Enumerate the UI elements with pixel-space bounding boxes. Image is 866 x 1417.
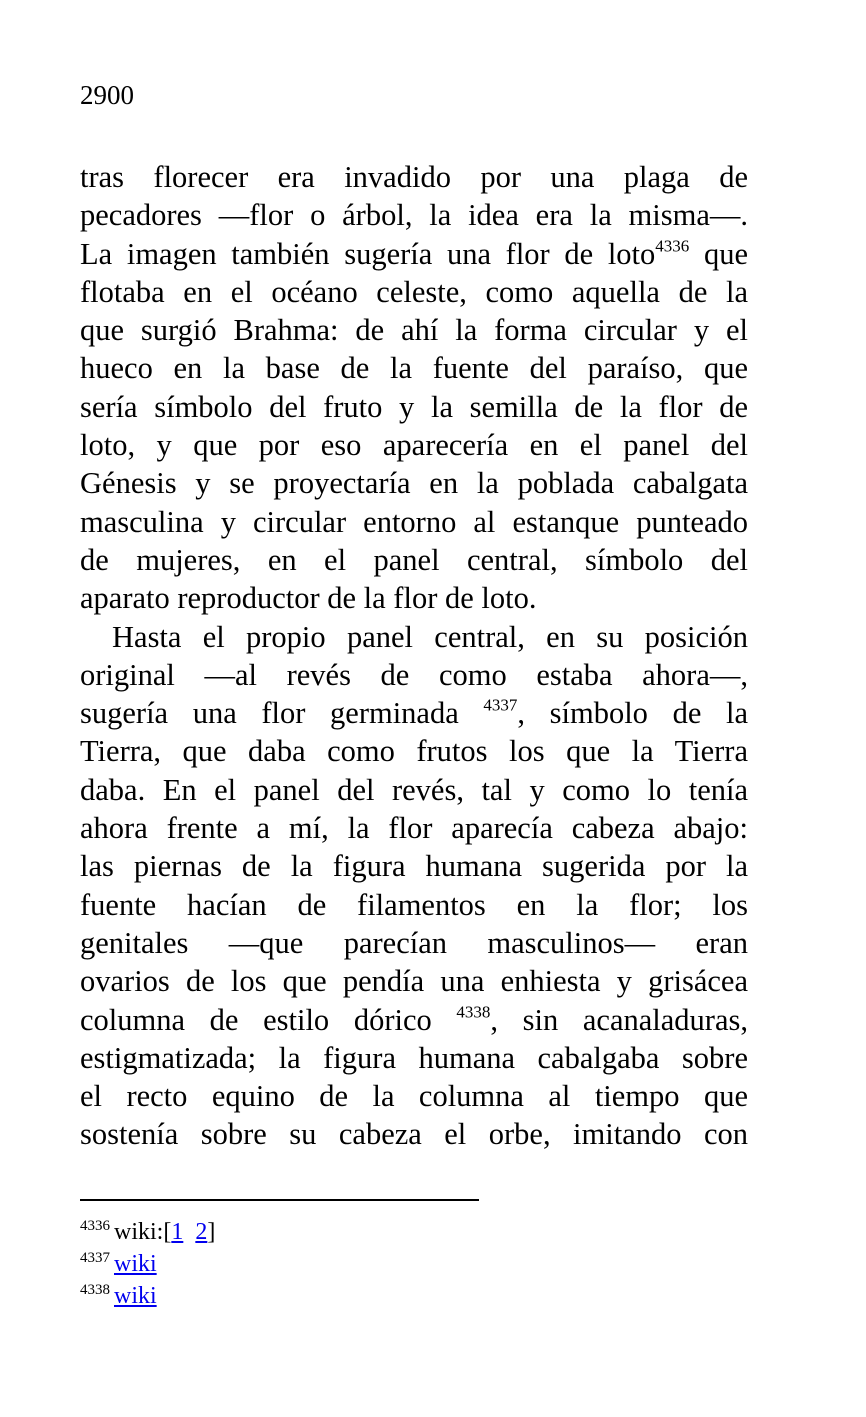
text-line — [80, 732, 748, 770]
text-segment: daba. En el panel del revés, tal y como lo tenía — [80, 772, 748, 807]
text-segment: Tierra, que daba como frutos los que la Tierra — [80, 734, 748, 769]
footnote-number: 4337 — [80, 1250, 110, 1266]
footnote-suffix: ] — [207, 1219, 216, 1245]
text-line — [80, 579, 748, 617]
text-line — [80, 924, 748, 962]
text-line — [80, 618, 748, 656]
text-segment: fuente hacían de filamentos en la flor; los — [80, 887, 748, 922]
footnote-item — [80, 1248, 215, 1280]
footnote-number: 4338 — [80, 1282, 110, 1298]
body-text — [80, 158, 748, 1154]
text-line — [80, 464, 748, 502]
footnote-number: 4336 — [80, 1218, 110, 1234]
text-segment: flotaba en el océano celeste, como aquella de la — [80, 274, 748, 309]
text-segment: La imagen también sugería una flor de loto — [80, 236, 656, 271]
footnote-reference[interactable]: 4337 — [483, 695, 518, 715]
text-segment: loto, y que por eso aparecería en el panel del — [80, 428, 748, 463]
footnote-item — [80, 1216, 215, 1248]
text-segment: Génesis y se proyectaría en la poblada cabalgata — [80, 466, 748, 501]
text-line — [80, 1077, 748, 1115]
text-line — [80, 196, 748, 234]
text-segment: aparato reproductor de la flor de loto. — [80, 581, 537, 616]
text-line — [80, 1001, 748, 1039]
text-line — [80, 1039, 748, 1077]
text-line — [80, 847, 748, 885]
text-line — [80, 388, 748, 426]
footnote-link[interactable]: 2 — [195, 1219, 208, 1245]
text-segment: que — [689, 236, 748, 271]
text-line — [80, 886, 748, 924]
footnote-prefix: wiki:[ — [114, 1219, 172, 1245]
footnote-link[interactable]: 1 — [171, 1219, 184, 1245]
text-line — [80, 1115, 748, 1153]
text-line — [80, 962, 748, 1000]
text-line — [80, 503, 748, 541]
text-line — [80, 349, 748, 387]
text-segment: sostenía sobre su cabeza el orbe, imitando con — [80, 1117, 748, 1152]
text-segment: sugería una flor germinada — [80, 696, 484, 731]
text-line — [80, 235, 748, 273]
text-segment: pecadores —flor o árbol, la idea era la misma—. — [80, 198, 748, 233]
footnote-link[interactable]: wiki — [114, 1283, 157, 1309]
footnote-divider — [80, 1199, 479, 1201]
text-line — [80, 158, 748, 196]
text-line — [80, 809, 748, 847]
text-line — [80, 541, 748, 579]
footnote-reference[interactable]: 4338 — [456, 1001, 491, 1021]
text-line — [80, 273, 748, 311]
text-segment: el recto equino de la columna al tiempo que — [80, 1079, 748, 1114]
text-segment: , símbolo de la — [517, 696, 748, 731]
text-segment: columna de estilo dórico — [80, 1002, 457, 1037]
text-segment: masculina y circular entorno al estanque punteado — [80, 504, 748, 539]
text-segment: las piernas de la figura humana sugerida por la — [80, 849, 748, 884]
text-segment: estigmatizada; la figura humana cabalgaba sobre — [80, 1040, 748, 1075]
text-segment: que surgió Brahma: de ahí la forma circular y el — [80, 313, 748, 348]
text-segment: ahora frente a mí, la flor aparecía cabeza abajo: — [80, 811, 748, 846]
text-segment: de mujeres, en el panel central, símbolo del — [80, 542, 748, 577]
footnote-link[interactable]: wiki — [114, 1251, 157, 1277]
text-segment: original —al revés de como estaba ahora—, — [80, 657, 748, 692]
text-segment: tras florecer era invadido por una plaga de — [80, 160, 748, 194]
footnotes — [80, 1216, 215, 1312]
text-segment: ovarios de los que pendía una enhiesta y grisácea — [80, 964, 748, 999]
text-line — [80, 311, 748, 349]
text-segment: hueco en la base de la fuente del paraíso, que — [80, 351, 748, 386]
page-number: 2900 — [80, 80, 134, 110]
text-line — [80, 694, 748, 732]
text-segment: Hasta el propio panel central, en su posición — [112, 619, 748, 654]
text-segment: , sin acanaladuras, — [490, 1002, 748, 1037]
text-line — [80, 656, 748, 694]
text-line — [80, 426, 748, 464]
footnote-reference[interactable]: 4336 — [655, 235, 690, 255]
text-segment: sería símbolo del fruto y la semilla de la flor de — [80, 389, 748, 424]
text-line — [80, 771, 748, 809]
text-segment: genitales —que parecían masculinos— eran — [80, 925, 748, 960]
footnote-item — [80, 1280, 215, 1312]
